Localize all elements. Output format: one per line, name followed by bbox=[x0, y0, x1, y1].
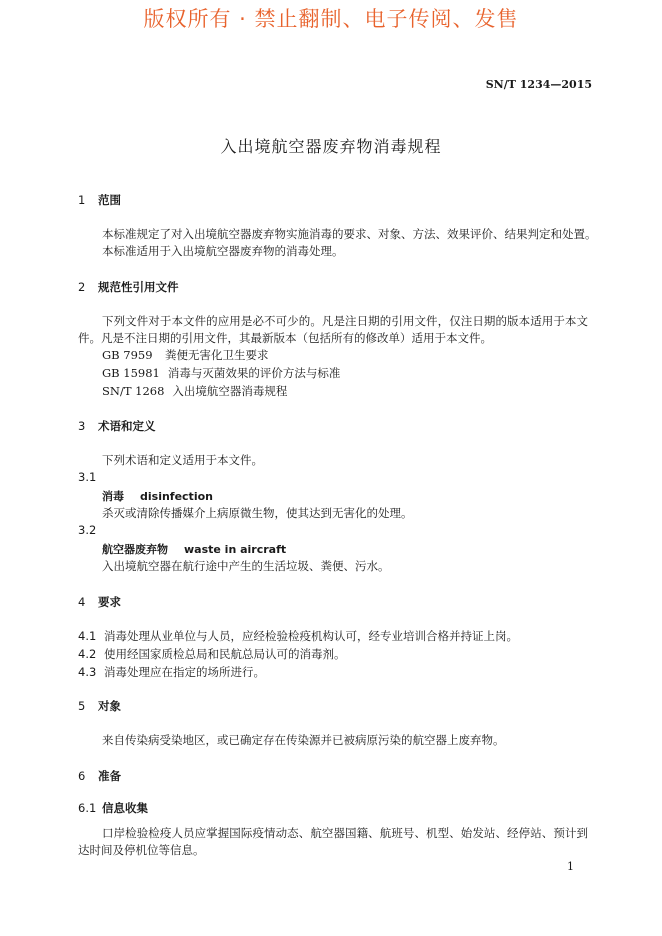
term-en: waste in aircraft bbox=[184, 543, 287, 556]
section-3-heading bbox=[78, 418, 156, 434]
section-title: 准备 bbox=[98, 769, 121, 783]
section-title: 术语和定义 bbox=[98, 419, 156, 433]
term-zh: 航空器废弃物 bbox=[102, 543, 168, 556]
subsection-title: 信息收集 bbox=[102, 801, 148, 815]
section-number: 1 bbox=[78, 193, 86, 207]
reference-item bbox=[102, 383, 287, 400]
section-number: 4 bbox=[78, 595, 86, 609]
requirement-item bbox=[78, 664, 265, 681]
term-heading bbox=[102, 541, 286, 557]
copyright-watermark: 版权所有 · 禁止翻制、电子传阅、发售 bbox=[143, 7, 519, 31]
reference-code: SN/T 1268 bbox=[102, 384, 165, 398]
section-4-heading bbox=[78, 594, 121, 610]
requirement-number: 4.3 bbox=[78, 665, 97, 679]
subsection-number: 6.1 bbox=[78, 801, 97, 815]
page-number: 1 bbox=[567, 860, 574, 873]
term-number: 3.1 bbox=[78, 470, 97, 484]
requirement-item bbox=[78, 628, 518, 645]
term-number: 3.2 bbox=[78, 523, 97, 537]
section-number: 6 bbox=[78, 769, 86, 783]
reference-code: GB 15981 bbox=[102, 366, 160, 380]
section-title: 规范性引用文件 bbox=[98, 280, 179, 294]
section-5-heading bbox=[78, 698, 121, 714]
section-1-heading bbox=[78, 192, 121, 208]
term-heading bbox=[102, 488, 213, 504]
reference-title: 消毒与灭菌效果的评价方法与标准 bbox=[167, 366, 341, 380]
term-en: disinfection bbox=[140, 490, 213, 503]
standard-number: SN/T 1234—2015 bbox=[485, 78, 592, 91]
requirement-item bbox=[78, 646, 346, 663]
section-1-paragraph-2: 本标准适用于入出境航空器废弃物的消毒处理。 bbox=[102, 244, 344, 258]
reference-code: GB 7959 bbox=[102, 348, 153, 362]
reference-item bbox=[102, 347, 269, 364]
requirement-number: 4.2 bbox=[78, 647, 97, 661]
section-number: 5 bbox=[78, 699, 86, 713]
section-number: 2 bbox=[78, 280, 86, 294]
section-2-heading bbox=[78, 279, 179, 295]
section-5-paragraph-1: 来自传染病受染地区，或已确定存在传染源并已被病原污染的航空器上废弃物。 bbox=[102, 733, 505, 747]
reference-item bbox=[102, 365, 340, 382]
section-3-intro: 下列术语和定义适用于本文件。 bbox=[102, 453, 263, 467]
section-number: 3 bbox=[78, 419, 86, 433]
section-6-heading bbox=[78, 768, 121, 784]
requirement-text: 消毒处理从业单位与人员，应经检验检疫机构认可，经专业培训合格并持证上岗。 bbox=[104, 629, 518, 643]
section-title: 对象 bbox=[98, 699, 121, 713]
reference-title: 入出境航空器消毒规程 bbox=[172, 384, 288, 398]
subsection-6-1-heading bbox=[78, 800, 148, 816]
section-2-paragraph-1: 下列文件对于本文件的应用是必不可少的。凡是注日期的引用文件，仅注日期的版本适用于本文件。凡是不注日期的引用文件，其最新版本（包括所有的修改单）适用于本文件。 bbox=[78, 314, 588, 345]
term-definition: 杀灭或清除传播媒介上病原微生物，使其达到无害化的处理。 bbox=[102, 506, 413, 520]
requirement-text: 使用经国家质检总局和民航总局认可的消毒剂。 bbox=[104, 647, 346, 661]
requirement-number: 4.1 bbox=[78, 629, 97, 643]
requirement-text: 消毒处理应在指定的场所进行。 bbox=[104, 665, 265, 679]
term-definition: 入出境航空器在航行途中产生的生活垃圾、粪便、污水。 bbox=[102, 559, 390, 573]
section-title: 要求 bbox=[98, 595, 121, 609]
reference-title: 粪便无害化卫生要求 bbox=[165, 348, 269, 362]
subsection-6-1-paragraph-1: 口岸检验检疫人员应掌握国际疫情动态、航空器国籍、航班号、机型、始发站、经停站、预计到达时间及停机位等信息。 bbox=[78, 826, 588, 857]
section-title: 范围 bbox=[98, 193, 121, 207]
section-1-paragraph-1: 本标准规定了对入出境航空器废弃物实施消毒的要求、对象、方法、效果评价、结果判定和处置。 bbox=[102, 227, 597, 241]
term-zh: 消毒 bbox=[102, 490, 124, 503]
document-title: 入出境航空器废弃物消毒规程 bbox=[220, 137, 442, 156]
